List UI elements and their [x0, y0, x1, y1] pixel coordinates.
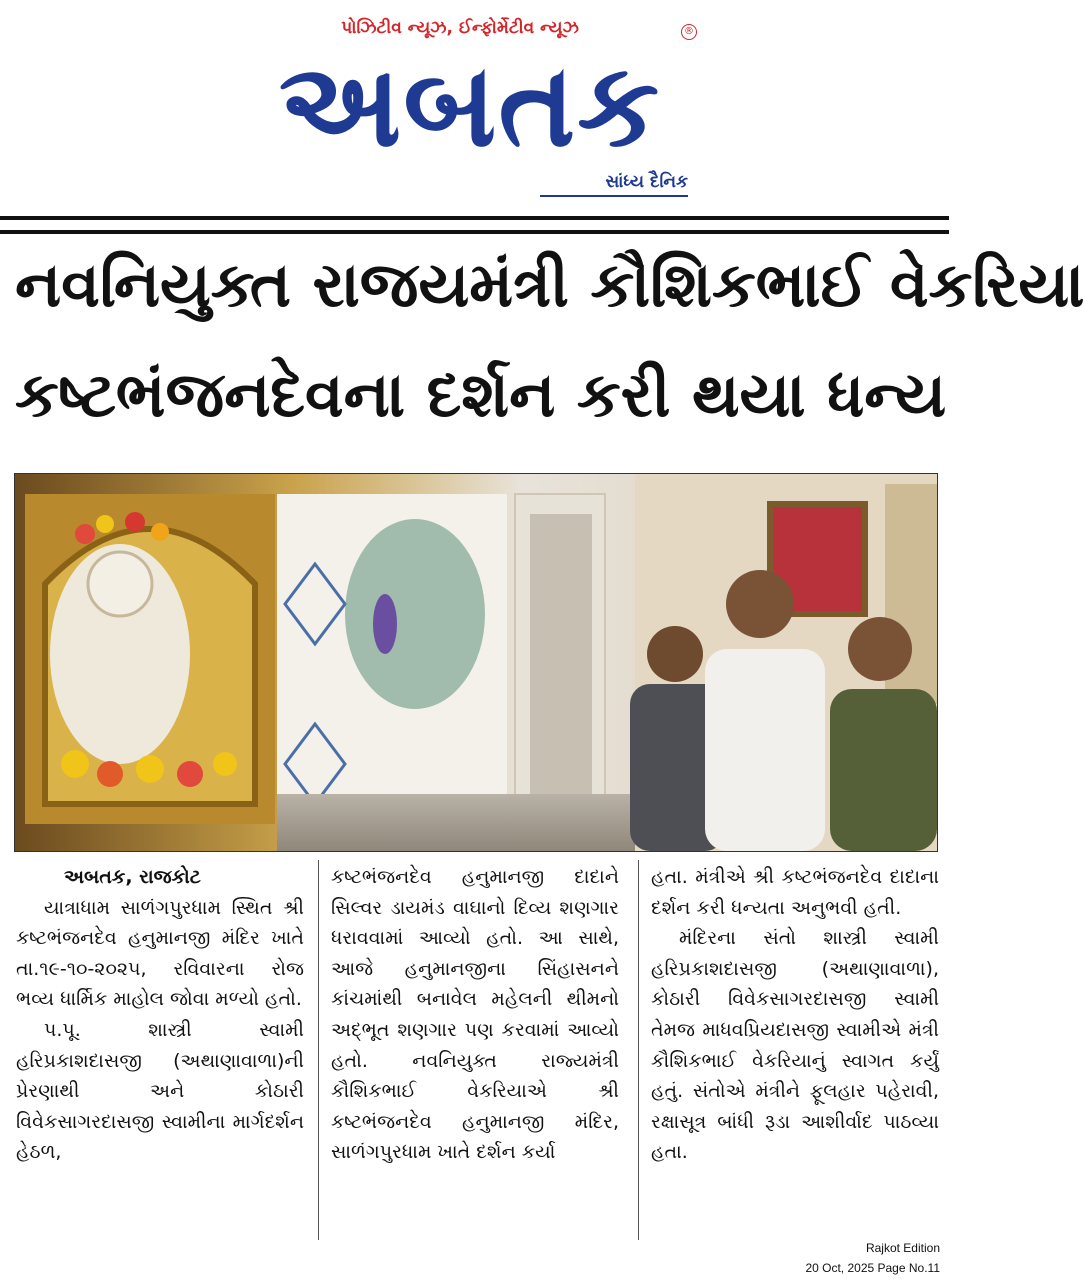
masthead-tagline: પોઝિટીવ ન્યૂઝ, ઈન્ફોર્મેટીવ ન્યૂઝ — [341, 18, 579, 38]
masthead — [0, 0, 949, 215]
article-paragraph: મંદિરના સંતો શાસ્ત્રી સ્વામી હરિપ્રકાશદાસજી (અથાણાવાળા), કોઠારી વિવેકસાગરદાસજી સ્વામી તેમજ માધવપ્રિયદાસજી સ્વામીએ મંત્રી કૌશિકભાઈ વેકરિયાનું સ્વાગત કર્યું હતું. સંતોએ મંત્રીને ફૂલહાર પહેરાવી, રક્ષાસૂત્ર બાંધી રૂડા આશીર્વાદ પાઠવ્યા હતા. — [651, 927, 939, 1164]
article-column-2 — [331, 862, 619, 1168]
article-dateline: અબતક, રાજકોટ — [64, 866, 201, 888]
headline-line-1: નવનિયુક્ત રાજયમંત્રી કૌશિકભાઈ વેકરિયા — [15, 248, 1084, 321]
newspaper-logo: અબતક — [278, 38, 662, 173]
column-rule-2 — [638, 860, 639, 1240]
registered-mark: ® — [681, 24, 697, 40]
article-paragraph: પ.પૂ. શાસ્ત્રી સ્વામી હરિપ્રકાશદાસજી (અથાણાવાળા)ની પ્રેરણાથી અને કોઠારી વિવેકસાગરદાસજી સ્વામીના માર્ગદર્શન હેઠળ, — [16, 1018, 304, 1164]
edition-date-page: 20 Oct, 2025 Page No.11 — [805, 1261, 940, 1275]
article-paragraph: યાત્રાધામ સાળંગપુરધામ સ્થિત શ્રી કષ્ટભંજનદેવ હનુમાનજી મંદિર ખાતે તા.૧૯-૧૦-૨૦૨૫, રવિવારના રોજ ભવ્ય ધાર્મિક માહોલ જોવા મળ્યો હતો. — [16, 896, 304, 1011]
top-rule-secondary — [0, 230, 949, 234]
headline-line-2: કષ્ટભંજનદેવના દર્શન કરી થયા ધન્ય — [15, 358, 947, 431]
article-column-1 — [16, 862, 304, 1168]
article-paragraph: કષ્ટભંજનદેવ હનુમાનજી દાદાને સિલ્વર ડાયમંડ વાઘાનો દિવ્ય શણગાર ધરાવવામાં આવ્યો હતો. આ સાથે, આજે હનુમાનજીના સિંહાસનને કાંચમાંથી બનાવેલ મહેલની થીમનો અદ્ભૂત શણગાર પણ કરવામાં આવ્યો હતો. નવનિયુક્ત રાજ્યમંત્રી કૌશિકભાઈ વેકરિયાએ શ્રી કષ્ટભંજનદેવ હનુમાનજી મંદિર, સાળંગપુરધામ ખાતે દર્શન કર્યા — [331, 866, 619, 1164]
edition-info — [760, 1238, 940, 1278]
column-rule-1 — [318, 860, 319, 1240]
article-column-3 — [651, 862, 939, 1168]
masthead-subtitle: સાંધ્ય દૈનિક — [540, 172, 688, 197]
edition-name: Rajkot Edition — [865, 1241, 940, 1255]
article-paragraph: હતા. મંત્રીએ શ્રી કષ્ટભંજનદેવ દાદાના દર્શન કરી ધન્યતા અનુભવી હતી. — [651, 866, 939, 919]
top-rule — [0, 216, 949, 220]
article-photo — [14, 473, 938, 852]
